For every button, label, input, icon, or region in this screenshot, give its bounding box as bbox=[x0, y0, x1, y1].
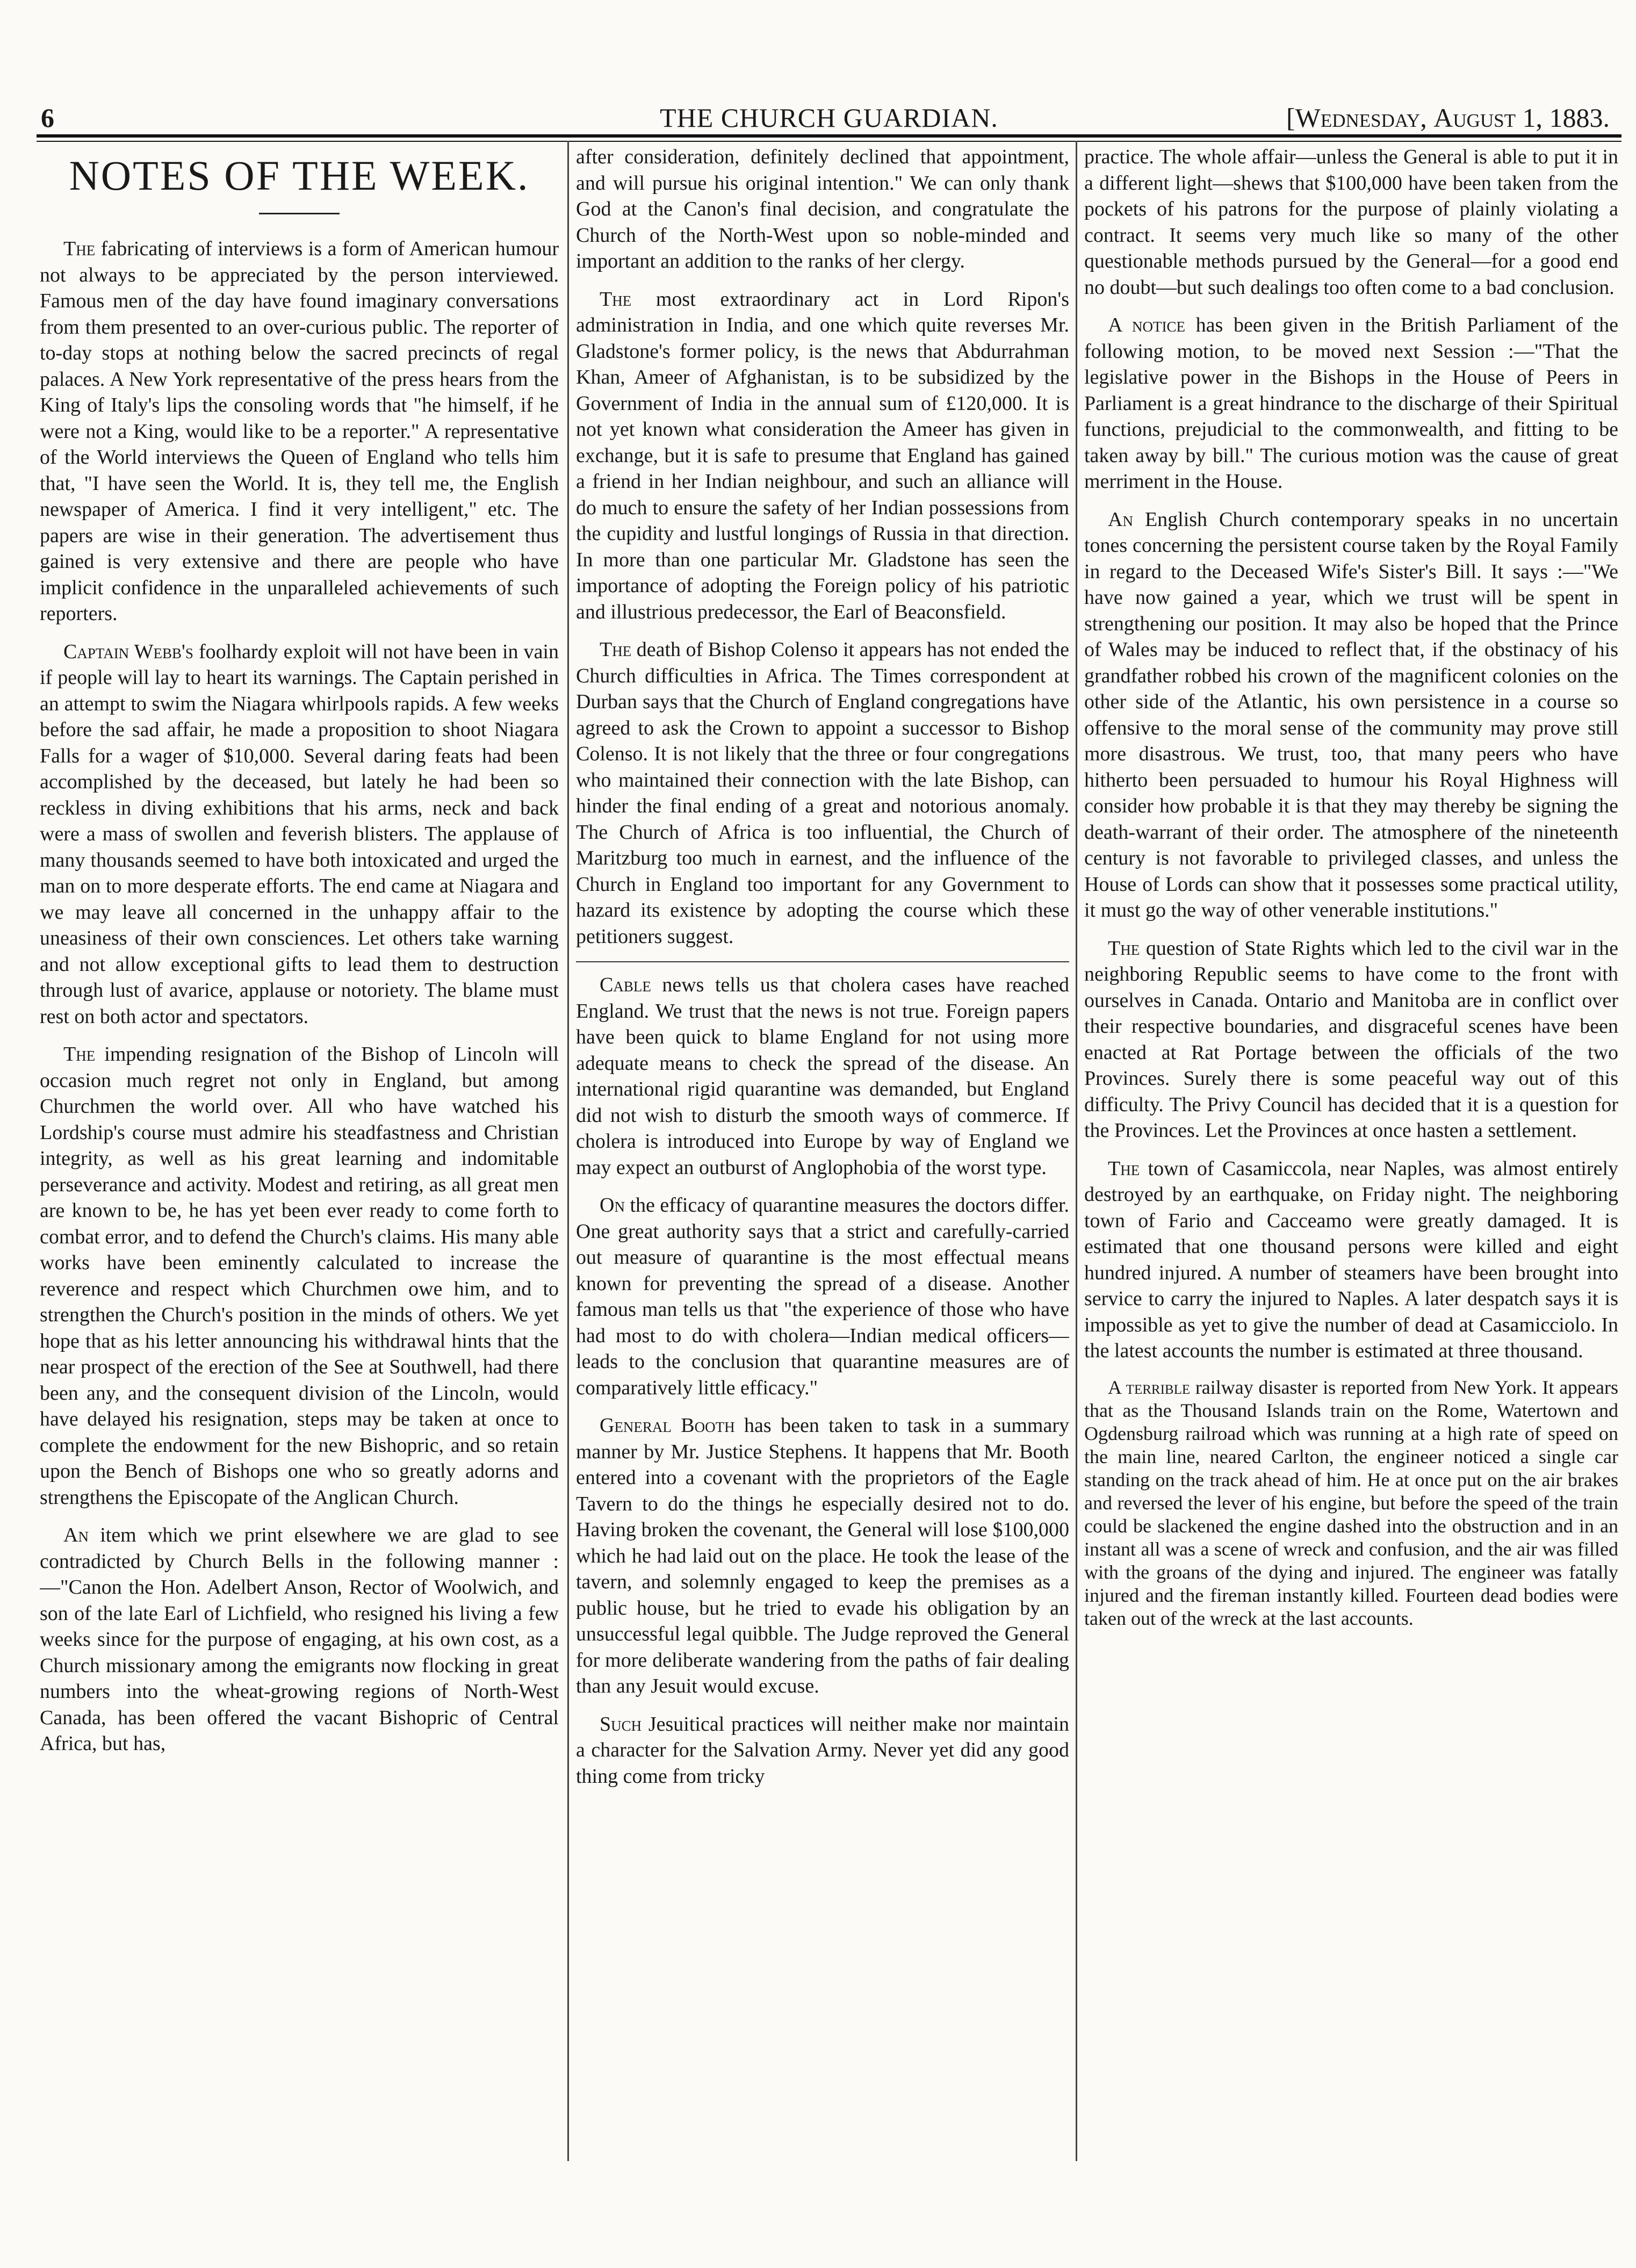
paragraph-lead: The bbox=[63, 1043, 96, 1065]
paragraph-lead: The bbox=[1108, 1157, 1140, 1180]
paragraph-text: question of State Rights which led to the civil war in the neighboring Republic seems to have come to the front with ourselves in Canada. Ontario and Manitoba are in conflict over their respective boundaries, and disgraceful scenes have been enacted at Rat Portage between the officials of the two Provinces. Surely there is some peaceful way out of this difficulty. The Privy Council has decided that it is a question for the Provinces. Let the Provinces at once hasten a settlement. bbox=[1084, 937, 1618, 1142]
title-rule bbox=[259, 213, 340, 214]
issue-date-weekday: Wednesday, bbox=[1295, 103, 1427, 133]
paragraph-text: has been given in the British Parliament of the following motion, to be moved next Session :—"That the legislative power in the Bishops in the House of Peers in Parliament is a great hindrance to the discharge of their Spiritual functions, prejudicial to the commonwealth, and fitting to be taken away by bill." The curious motion was the cause of great merriment in the House. bbox=[1084, 314, 1618, 493]
paragraph bbox=[40, 1522, 559, 1757]
paragraph bbox=[1084, 507, 1618, 924]
paragraph-text: after consideration, definitely declined that appointment, and will pursue his original intention." We can only thank God at the Canon's final decision, and congratulate the Church of the North-West upon so noble-minded and important an addition to the ranks of her clergy. bbox=[576, 146, 1069, 272]
paragraph bbox=[576, 1711, 1069, 1790]
paragraph bbox=[576, 1192, 1069, 1401]
issue-date-month: August bbox=[1433, 103, 1516, 133]
paragraph-lead: A terrible bbox=[1108, 1376, 1191, 1398]
paragraph-lead: Captain Webb's bbox=[63, 640, 193, 663]
paragraph-rule bbox=[576, 961, 1069, 962]
paragraph bbox=[1084, 1156, 1618, 1364]
paragraph-lead: General Booth bbox=[600, 1414, 735, 1437]
paragraph-text: Jesuitical practices will neither make nor maintain a character for the Salvation Army. Never yet did any good thing come from tricky bbox=[576, 1712, 1069, 1788]
column-3 bbox=[1084, 144, 1618, 2170]
column-divider bbox=[567, 141, 569, 2161]
paragraph bbox=[40, 1041, 559, 1510]
paragraph-lead: Such bbox=[600, 1712, 642, 1736]
paragraph bbox=[576, 972, 1069, 1180]
masthead bbox=[37, 102, 1621, 139]
paragraph bbox=[1084, 144, 1618, 300]
paragraph-text: impending resignation of the Bishop of Lincoln will occasion much regret not only in England, but among Churchmen the world over. All who have watched his Lordship's course must admire his steadfastness and Christian integrity, as well as his great learning and indomitable perseverance and activity. Modest and retiring, as all great men are known to be, he has yet been ever ready to come forth to combat error, and to defend the Church's claims. His many able works have been eminently calculated to increase the reverence and respect which Churchmen owe him, and to strengthen the Church's position in the minds of others. We yet hope that as his letter announcing his withdrawal hints that the near prospect of the erection of the See at Southwell, had there been any, and the consequent division of the Lincoln, would have delayed his resignation, steps may be taken at once to complete the endowment for the new Bishopric, and so retain upon the Bench of Bishops one who so greatly adorns and strengthens the Episcopate of the Anglican Church. bbox=[40, 1043, 559, 1509]
column-1 bbox=[40, 144, 559, 2170]
paragraph-text: town of Casamiccola, near Naples, was almost entirely destroyed by an earthquake, on Friday night. The neighboring town of Fario and Cacceamo were greatly damaged. It is estimated that one thousand persons were killed and eight hundred injured. A number of steamers have been brought into service to carry the injured to Naples. A later despatch says it is impossible as yet to give the number of dead at Casamicciolo. In the latest accounts the number is estimated at three thousand. bbox=[1084, 1157, 1618, 1362]
paragraph-text: practice. The whole affair—unless the General is able to put it in a different light—shews that $100,000 have been taken from the pockets of his patrons for the purpose of plainly violating a contract. It seems very much like so many of the other questionable methods pursued by the General—for a good end no doubt—but such dealings too often come to a bad conclusion. bbox=[1084, 146, 1618, 299]
paragraph-text: news tells us that cholera cases have reached England. We trust that the news is not true. Foreign papers have been quick to blame England for not using more adequate means to check the spread of the disease. An international rigid quarantine was demanded, but England did not wish to disturb the smooth ways of commerce. If cholera is introduced into Europe by way of England we may expect an outburst of Anglophobia of the worst type. bbox=[576, 974, 1069, 1179]
issue-date bbox=[1286, 102, 1610, 133]
paragraph bbox=[576, 286, 1069, 625]
paragraph bbox=[576, 637, 1069, 949]
paragraph bbox=[576, 144, 1069, 275]
paragraph-text: death of Bishop Colenso it appears has not ended the Church difficulties in Africa. The Times correspondent at Durban says that the Church of England congregations have agreed to ask the Crown to appoint a successor to Bishop Colenso. It is not likely that the three or four congregations who maintained their connection with the late Bishop, can hinder the final ending of a great and notorious anomaly. The Church of Africa is too influential, the Church of Maritzburg too much in earnest, and the influence of the Church in England too important for any Government to hazard its existence by adopting the course which these petitioners suggest. bbox=[576, 638, 1069, 948]
paragraph bbox=[40, 236, 559, 627]
column-divider bbox=[1076, 141, 1077, 2161]
paragraph-text: has been taken to task in a summary manner by Mr. Justice Stephens. It happens that Mr. Booth entered into a covenant with the proprietors of the Eagle Tavern to do the things he especially desired not to do. Having broken the covenant, the General will lose $100,000 which he had laid out on the place. He took the lease of the tavern, and solemnly engaged to keep the premises as a public house, but he tried to evade his obligation by an unsuccessful legal quibble. The Judge reproved the General for more deliberate wandering from the paths of fair dealing than any Jesuit would excuse. bbox=[576, 1414, 1069, 1697]
paragraph-text: foolhardy exploit will not have been in vain if people will lay to heart its warnings. The Captain perished in an attempt to swim the Niagara whirlpools rapids. A few weeks before the sad affair, he made a proposition to shoot Niagara Falls for a wager of $10,000. Several daring feats had been accomplished by the deceased, but lately he had been so reckless in diving exhibitions that his arms, neck and back were a mass of swollen and feverish blisters. The applause of many thousands seemed to have both intoxicated and urged the man on to more desperate efforts. The end came at Niagara and we may leave all concerned in the unhappy affair to the uneasiness of their own consciences. Let others take warning and not allow exceptional gifts to lead them to destruction through lust of avarice, applause or notoriety. The blame must rest on both actor and spectators. bbox=[40, 640, 559, 1028]
column-2 bbox=[576, 144, 1069, 2170]
header-rule bbox=[37, 134, 1621, 138]
issue-date-rest: 1, 1883. bbox=[1522, 103, 1610, 133]
paragraph bbox=[40, 639, 559, 1030]
paragraph-lead: An bbox=[1108, 508, 1133, 531]
paragraph-lead: Cable bbox=[600, 974, 651, 996]
paragraph bbox=[576, 1413, 1069, 1700]
paragraph-text: English Church contemporary speaks in no uncertain tones concerning the persistent course taken by the Royal Family in regard to the Deceased Wife's Sister's Bill. It says :—"We have now gained a year, which we trust will be spent in strengthening our position. It may also be hoped that the Prince of Wales may be induced to reflect that, if the obstinacy of his grandfather robbed his crown of the magnificent colonies on the other side of the Atlantic, his own persistence in a course so offensive to the moral sense of the community may prove still more disastrous. We trust, too, that many peers who have hitherto been persuaded to humour his Royal Highness will consider how probable it is that they may thereby be signing the death-warrant of their order. The atmosphere of the nineteenth century is not favorable to privileged classes, and unless the House of Lords can show that it possesses some practical utility, it must go the way of other venerable institutions." bbox=[1084, 508, 1618, 921]
paragraph-text: the efficacy of quarantine measures the doctors differ. One great authority says that a strict and carefully-carried out measure of quarantine is the most effectual means known for preventing the spread of a disease. Another famous man tells us that "the experience of those who have had most to do with cholera—Indian medical officers—leads to the conclusion that quarantine measures are of comparatively little efficacy." bbox=[576, 1194, 1069, 1399]
page-number: 6 bbox=[41, 103, 54, 133]
paragraph-lead: An bbox=[63, 1524, 89, 1546]
paragraph-text: railway disaster is reported from New York. It appears that as the Thousand Islands train on the Rome, Watertown and Ogdensburg railroad which was running at a high rate of speed on the main line, neared Carlton, the engineer noticed a single car standing on the track ahead of him. He at once put on the air brakes and reversed the lever of his engine, but before the speed of the train could be slackened the engine dashed into the obstruction and in an instant all was a scene of wreck and confusion, and the air was filled with the groans of the dying and injured. The engineer was fatally injured and the fireman instantly killed. Fourteen dead bodies were taken out of the wreck at the last accounts. bbox=[1084, 1376, 1618, 1629]
paragraph-lead: The bbox=[1108, 937, 1140, 960]
header-rule-thin bbox=[37, 141, 1621, 142]
section-title: NOTES OF THE WEEK. bbox=[69, 152, 530, 199]
paragraph-lead: The bbox=[600, 638, 632, 661]
paragraph-lead: A notice bbox=[1108, 314, 1185, 336]
paragraph-text: fabricating of interviews is a form of American humour not always to be appreciated by the person interviewed. Famous men of the day have found imaginary conversations from them presented to an over-curious public. The reporter of to-day stops at nothing below the sacred precincts of regal palaces. A New York representative of the press hears from the King of Italy's lips the consoling words that "he himself, if he were not a King, would like to be a reporter." A representative of the World interviews the Queen of England who tells him that, "I have seen the World. It is, they tell me, the English newspaper of America. I find it very intelligent," etc. The papers are wise in their generation. The advertisement thus gained is very extensive and there are people who have implicit confidence in the unparalleled achievements of such reporters. bbox=[40, 237, 559, 625]
paper-title: THE CHURCH GUARDIAN. bbox=[660, 103, 998, 133]
paragraph bbox=[1084, 312, 1618, 495]
paragraph-text: most extraordinary act in Lord Ripon's administration in India, and one which quite reverses Mr. Gladstone's former policy, is the news that Abdurrahman Khan, Ameer of Afghanistan, is to be subsidized by the Government of India in the annual sum of £120,000. It is not yet known what consideration the Ameer has given in exchange, but it is safe to presume that England has gained a friend in her Indian neighbour, and such an alliance will do much to ensure the safety of her Indian possessions from the cupidity and lustful longings of Russia in that direction. In more than one particular Mr. Gladstone has seen the importance of adopting the Foreign policy of his patriotic and illustrious predecessor, the Earl of Beaconsfield. bbox=[576, 287, 1069, 623]
paragraph bbox=[1084, 935, 1618, 1144]
paragraph-text: item which we print elsewhere we are glad to see contradicted by Church Bells in the following manner :—"Canon the Hon. Adelbert Anson, Rector of Woolwich, and son of the late Earl of Lichfield, who resigned his living a few weeks since for the purpose of engaging, at his own cost, as a Church missionary among the emigrants now flocking in great numbers into the wheat-growing regions of North-West Canada, has been offered the vacant Bishopric of Central Africa, but has, bbox=[40, 1524, 559, 1755]
paragraph-lead: On bbox=[600, 1194, 625, 1216]
paragraph-lead: The bbox=[63, 237, 96, 260]
issue-date-bracket: [ bbox=[1286, 103, 1295, 133]
paragraph bbox=[1084, 1376, 1618, 1630]
paragraph-lead: The bbox=[600, 287, 632, 311]
